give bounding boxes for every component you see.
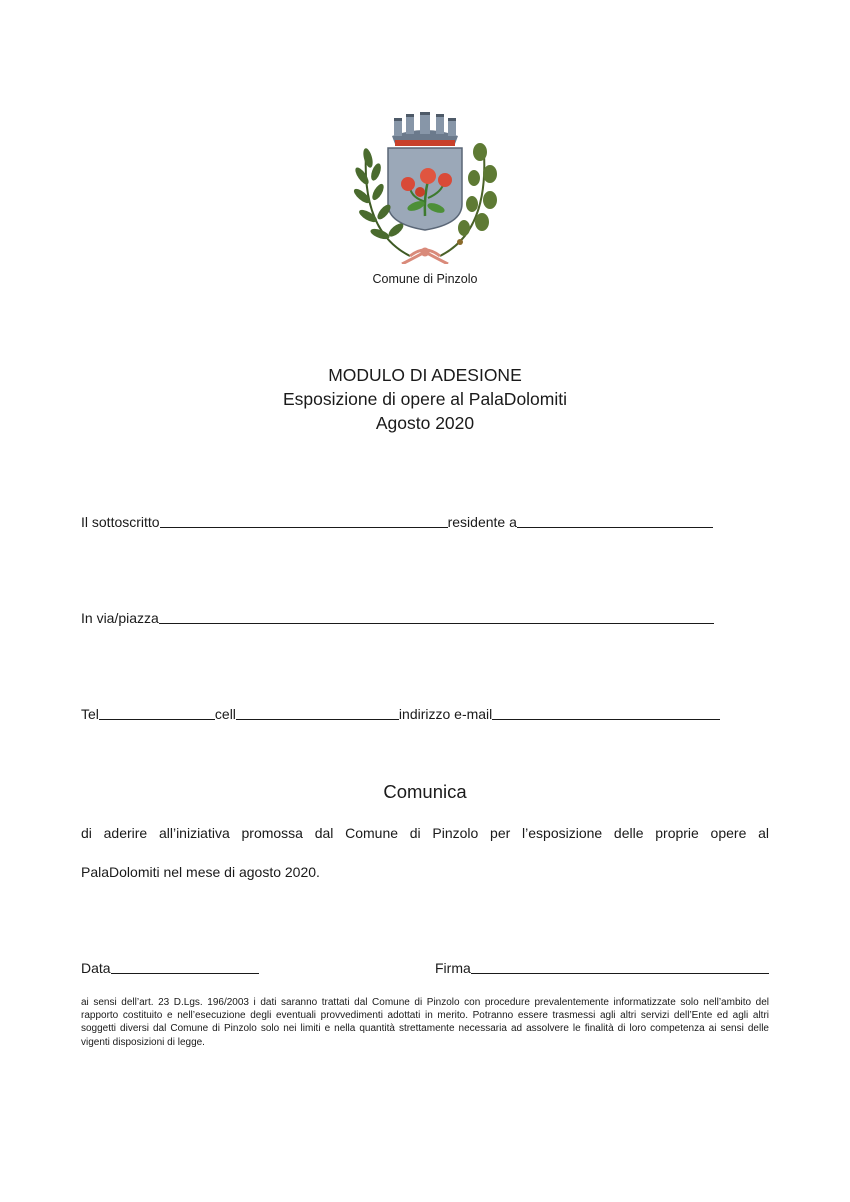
privacy-note: ai sensi dell’art. 23 D.Lgs. 196/2003 i dati saranno trattati dal Comune di Pinzolo con procedure prevalentemente informatizzate solo nell’ambito del rapporto costituito e nell’esecuzione degli eventuali provvedimenti adottati in merito. Potranno essere trasmessi agli altri servizi dell’Ente ed agli altri soggetti diversi dal Comune di Pinzolo solo nei limiti e nella quantità strettamente necessaria ad assolvere le finalità di loro competenza ai sensi delle vigenti disposizioni di legge. <box>81 997 769 1048</box>
row-street <box>81 609 714 626</box>
date-label: Data <box>81 960 111 976</box>
residence-field[interactable] <box>517 513 713 528</box>
row-contacts <box>81 705 720 722</box>
tel-label: Tel <box>81 706 99 722</box>
crown-icon <box>392 112 458 146</box>
coat-of-arms-logo <box>350 106 500 264</box>
title-line-3: Agosto 2020 <box>375 413 475 433</box>
row-name-residence <box>81 513 713 530</box>
undersigned-label: Il sottoscritto <box>81 514 160 530</box>
signature-field[interactable] <box>471 959 769 974</box>
communication-text-line-1: di aderire all’iniziativa promossa dal Comune di Pinzolo per l’esposizione delle proprie opere al <box>81 825 769 841</box>
street-field[interactable] <box>159 609 714 624</box>
undersigned-field[interactable] <box>160 513 448 528</box>
signature-label: Firma <box>435 960 471 976</box>
resident-label: residente a <box>447 514 517 530</box>
title-line-2: Esposizione di opere al PalaDolomiti <box>282 389 568 409</box>
cell-field[interactable] <box>236 705 399 720</box>
communication-text-line-2: PalaDolomiti nel mese di agosto 2020. <box>81 864 320 880</box>
email-field[interactable] <box>492 705 720 720</box>
row-date <box>81 959 259 976</box>
title-line-1: MODULO DI ADESIONE <box>328 365 522 385</box>
email-label: indirizzo e-mail <box>398 706 493 722</box>
street-label: In via/piazza <box>81 610 159 626</box>
row-signature <box>435 959 769 976</box>
shield-icon <box>388 148 462 230</box>
municipality-name: Comune di Pinzolo <box>372 272 478 286</box>
date-field[interactable] <box>111 959 259 974</box>
communication-heading: Comunica <box>383 781 467 802</box>
tel-field[interactable] <box>99 705 215 720</box>
document-title <box>0 363 850 435</box>
cell-label: cell <box>214 706 236 722</box>
